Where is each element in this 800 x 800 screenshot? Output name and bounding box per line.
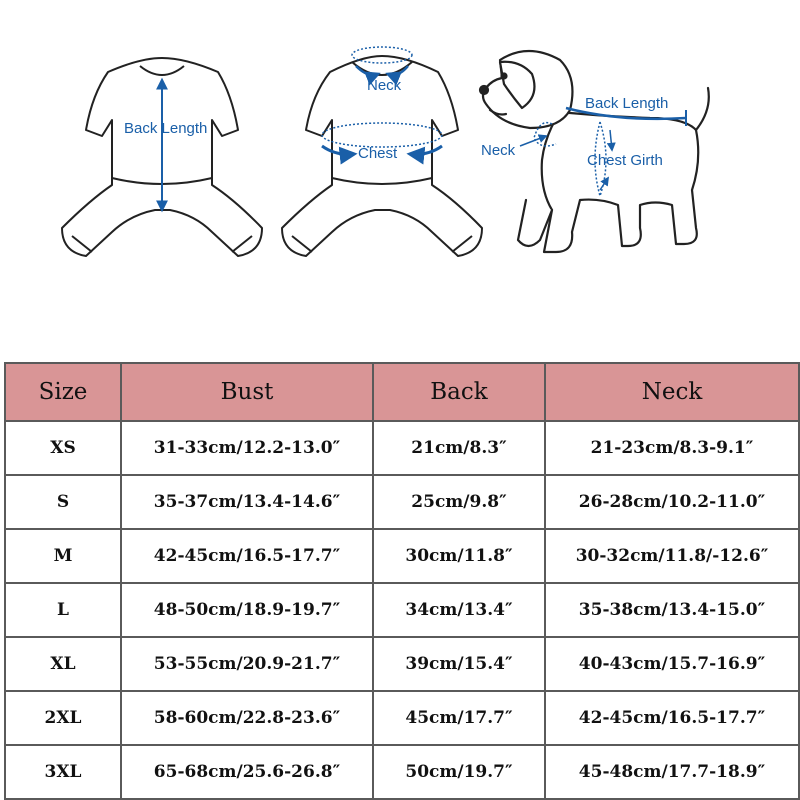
- bust-cell: 58-60cm/22.8-23.6″: [121, 691, 373, 745]
- size-cell: S: [5, 475, 121, 529]
- header-size: Size: [5, 363, 121, 421]
- dog-neck-label: Neck: [481, 142, 516, 159]
- dog-chest-girth-label: Chest Girth: [587, 152, 663, 169]
- size-cell: M: [5, 529, 121, 583]
- size-cell: XL: [5, 637, 121, 691]
- table-row: [5, 421, 799, 475]
- table-row: [5, 475, 799, 529]
- size-cell: L: [5, 583, 121, 637]
- front-back-length-label: Back Length: [124, 120, 208, 137]
- table-row: [5, 745, 799, 799]
- table-row: [5, 637, 799, 691]
- neck-cell: 42-45cm/16.5-17.7″: [545, 691, 799, 745]
- header-back: Back: [373, 363, 545, 421]
- table-row: [5, 529, 799, 583]
- back-neck-label: Neck: [367, 77, 402, 94]
- back-cell: 45cm/17.7″: [373, 691, 545, 745]
- back-cell: 39cm/15.4″: [373, 637, 545, 691]
- size-chart-table: [4, 362, 800, 800]
- neck-cell: 40-43cm/15.7-16.9″: [545, 637, 799, 691]
- table-row: [5, 583, 799, 637]
- header-neck: Neck: [545, 363, 799, 421]
- bust-cell: 65-68cm/25.6-26.8″: [121, 745, 373, 799]
- table-row: [5, 691, 799, 745]
- illustration-canvas: [0, 0, 800, 330]
- size-cell: 3XL: [5, 745, 121, 799]
- bust-cell: 35-37cm/13.4-14.6″: [121, 475, 373, 529]
- neck-cell: 30-32cm/11.8/-12.6″: [545, 529, 799, 583]
- back-cell: 50cm/19.7″: [373, 745, 545, 799]
- neck-cell: 45-48cm/17.7-18.9″: [545, 745, 799, 799]
- back-cell: 34cm/13.4″: [373, 583, 545, 637]
- back-cell: 21cm/8.3″: [373, 421, 545, 475]
- dog-back-length-label: Back Length: [585, 95, 669, 112]
- back-cell: 25cm/9.8″: [373, 475, 545, 529]
- back-chest-label: Chest: [358, 145, 398, 162]
- size-cell: XS: [5, 421, 121, 475]
- neck-cell: 21-23cm/8.3-9.1″: [545, 421, 799, 475]
- bust-cell: 31-33cm/12.2-13.0″: [121, 421, 373, 475]
- bust-cell: 48-50cm/18.9-19.7″: [121, 583, 373, 637]
- neck-cell: 26-28cm/10.2-11.0″: [545, 475, 799, 529]
- dog-neck-arrow: [520, 136, 546, 146]
- size-cell: 2XL: [5, 691, 121, 745]
- header-bust: Bust: [121, 363, 373, 421]
- header-row: [5, 363, 799, 421]
- back-cell: 30cm/11.8″: [373, 529, 545, 583]
- measurement-illustrations: [0, 0, 800, 330]
- bust-cell: 53-55cm/20.9-21.7″: [121, 637, 373, 691]
- neck-cell: 35-38cm/13.4-15.0″: [545, 583, 799, 637]
- bust-cell: 42-45cm/16.5-17.7″: [121, 529, 373, 583]
